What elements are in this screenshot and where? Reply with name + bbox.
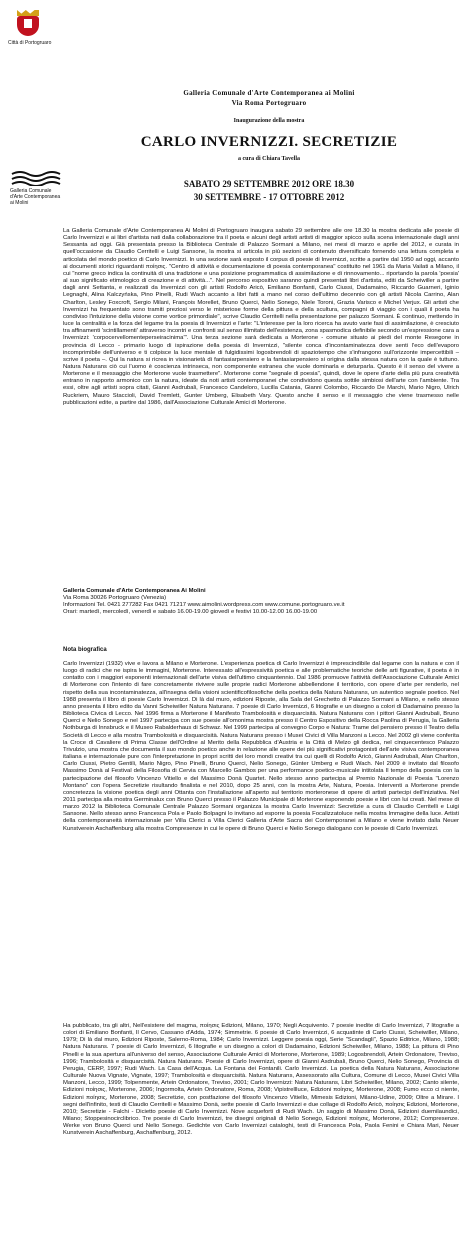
bio-text	[63, 661, 459, 833]
gallery-logo	[10, 170, 70, 206]
exhibition-dates: SABATO 29 SETTEMBRE 2012 ORE 18.30 30 SETTEMBRE - 17 OTTOBRE 2012	[183, 179, 355, 202]
city-crest-icon	[17, 10, 39, 36]
main-paragraph: La Galleria Comunale d'Arte Contemporanea Ai Molini di Portogruaro inaugura sabato 29 settembre alle ore 18.30 la mostra dedicata alle poesie di Carlo Invernizzi e ai libri d'artista nati dalla collaborazione tra il poeta e alcuni degli artisti artisti di maggior spicco sulla scena internazionale dagli anni Sessanta ad oggi. Già presentata presso la Biblioteca Centrale di Palazzo Sormani a Milano, nei mesi di marzo e aprile del 2012, e curata in quell'occasione da Claudio Cerritelli e Luigi Sansone, la mostra si articola in più sezioni di contenuto diversificato fornendo una lettura completa e articolata del mondo poetico di Carlo Invernizzi. In una sezione sarà esposto il corpus di poesie di Invernizzi, scritte a partire dal 1950 ad oggi, accanto ai documenti storici riguardanti ποίησις. "Centro di attività e documentazione di poesia contemporanea" costituito nel 1961 da Maria Vailati a Milano, il cui "nome greco indica la continuità di una tradizione e una posizione programmatica di assimilazione e di rinnovamento... riportando la parola 'poesia' al suo significato etimologico di creazione e di attività...". Nel percorso espositivo saranno quindi presentati libri d'artista, editi da Scheiwiller a partire dagli anni Settanta, e realizzati da Invernizzi con gli artisti Rodolfo Aricò, Emiliano Bonfanti, Carlo Ciussi, Dadamaino, Riccardo Guarneri, Iginio Legnaghi, Alina Kalczyńska, Pino Pinelli, Rudi Wach accanto a libri fatti a mano nel corso dell'ultimo decennio con gli artisti Nicola Carrino, Alan Charlton, Lesley Foxcroft, Sergio Milani, François Morellet, Bruno Querci, Nelio Sonego, Niele Toroni, Grazia Varisco e Michel Verjux. Gli artisti che Invernizzi ha frequentato sono tramiti preziosi verso le misteriose forme della pittura e della scultura, compagni di viaggio con i quali il poeta ha condiviso l'intuizione della visione come vortice primordiale", scrive Claudio Cerritelli nella presentazione per palazzo Sormani. È continuo, mettendo in luce la centralità e la forza del legame tra la poesia di Invernizzi e l'arte: "L'interesse per la loro ricerca ha avuto varie fasi di assimilazione, è cresciuto tra affinamenti 'scintillamenti' attraverso incontri e confronti sul senso illimitato dell'esistenza, zona spasmodica definibile secondo un'espressione cara a Invernizzi: 'corpocervellomenteperseiracinima'". Una terza sezione sarà dedicata a Morterone - comune situato ai piedi del monte Resegone in provincia di Lecco - primario luogo di ispirazione della poesia di Invernizzi, "silente conca d'incontaminatezza dove senti l'eco dell'evaporo incomprimibile dell'universo e ti colpisce la luce mentale di fulgidissimi logosbrendoli di spaziotempo che s'infrangono sull'orizzonte impercettibili – scrive il poeta –. Qui la natura si ricrea in visionarietà di fantasiarpensiero e la fantasiarpensiero si origina dalla stessa natura con la quale è tuttuno. Natura Naturans ciò cui l'uomo è coscienza intrinseca, non componente estranea che vuole dominarla e deturparla. Questo è il senso del vivere a Morterone e il messaggio che Morterone vuole trasmettere". Morterone come "segnale di poesia", quindi, dove le opere d'arte della più pura creatività entrano in rapporto armonico con la natura, ideate da noti artisti contemporanei che condividono questa sottile simbiosi dell'arte con l'ambiente. Tra essi, oltre agli artisti sopra citati, Gianni Asdrubali, Francesco Candeloro, Lucilla Catania, Gianni Colombo, Riccardo De Marchi, Mario Nigro, Ulrich Ruckriem, Mauro Staccioli, David Tremlett, Gunter Umberg, Elisabeth Vary. Questo anche il senso e il messaggio che viene trasmesso nelle pubblicazioni edite, a partire dal 1986, dall'Associazione Culturale Amici di Morterone.	[63, 228, 459, 406]
publications-text	[63, 1023, 459, 1138]
gallery-info	[63, 588, 459, 617]
bio-paragraph: Carlo Invernizzi (1932) vive e lavora a Milano e Morterone. L'esperienza poetica di Carlo Invernizzi è imprescindibile dal legame con la natura e con il luogo di radici che ne ispira le immagini, Morterone. Interessato all'espressività poetica e alle problematiche teoriche delle arti figurative, il poeta è in contatto con i maggiori esponenti internazionali dell'arte visiva dell'ultimo cinquantennio. Dal 1986 promuove l'attività dell'Associazione Culturale Amici di Morterone con l'intento di fare concretamente rivivere sulle proprie radici Morterone abbellendone il territorio, con opere d'arte per renderlo, nel rispetto della sua incontaminatezza, all'insegna della visioni scientificofilosofiche della poetica della Natura Naturans, un autentico segnale poetico. Nel 1988 presenta il libro di poesie Carlo Invernizzi. Di là dal muro, edizioni Riposte, alla Sala del Grechetto di Palazzo Sormani a Milano, e nello stesso anno presenta il libro edito da Vanni Scheiwiller Natura Naturans. 7 poesie di Carlo Invernizzi, 6 litografie e un disegno a colori di Dadamaino presso la Biblioteca Civica di Lecco. Nel 1996 firma a Morterone il Manifesto Trambolosità e disquarcisità. Natura Naturans con i pittori Gianni Asdrubali, Bruno Querci e Nelio Sonego e nel 1997 partecipa con sue poesie all'omonima mostra presso il Centro Espositivo della Rocca Paolina di Perugia, la Galleria Nothburga di Innsbruck e il Museo Rabalderhaus di Schwaz. Nel 1999 partecipa al convegno Corpo e Natura: Trame del pensiero presso il Teatro della Società di Lecco e alla mostra Trambolosità e disquarcisità. Natura Naturans presso i Musei Civici di Villa Manzoni a Lecco. Nel 2002 gli viene conferita la Croce di Cavaliere di Prima Classe dell'Ordine al Merito della Repubblica d'Austria e la Città di Melzo gli dedica, nel cinquecentesco Palazzo Trivulzio, una mostra che documenta il suo mondo poetico anche in relazione alle opere dei più significativi protagonisti dell'arte visiva contemporanea italiana e internazionale pure con l'interpretazione in propri scritti dei loro mondi creativi tra cui quelli di Rodolfo Aricò, Gianni Asdrubali, Alan Charlton, Carlo Ciussi, Pietro Gentili, Mario Nigro, Pino Pinelli, Bruno Querci, Nelio Sonego, Günter Umberg e Rudi Wach. Nel 2009 è invitato dal filosofo Massimo Donà al Festival della Filosofia di Cervia con Marcello Gambos per una performance poetico-musicale intitolata Il tempo della poesia con la partecipazione del filosofo Vincenzo Vitiello e del Massimo Donà Quartet. Nello stesso anno partecipa al Premio Nazionale di Poesia "Lorenzo Montano" con l'opera Secretizie risultando finalista e nel 2010, dopo 25 anni, con la mostra Arte, Natura, Poesia. Interventi a Morterone prende concretezza la visione poetica degli anni Ottanta con l'installazione all'aperto sul territorio morteronese di opere di artisti partecipi dell'iniziativa. Nel 2011 partecipa alla mostra Germinalux con Bruno Querci presso il Palazzo Municipale di Morterone esponendo poesie e libri con lui creati. Nel mese di marzo 2012 la Biblioteca Comunale Centrale Palazzo Sormani organizza la mostra Carlo Invernizzi: Secretizie a cura di Claudio Cerritelli e Luigi Sansone. Nello stesso anno Francesca Pola e Paolo Bolpagni lo invitano ad esporre la poesia Focalizzatoluce nella mostra Immagine della luce. Artisti della contemporaneità internazionale per Villa Clerici a Villa Clerici Galleria d'Arte Sacra dei Contemporanei a Milano e viene invitato dalla Neuer Kunstverein Aschaffenburg alla mostra Compresenze in cui le opere di Bruno Querci e Nelio Sonego dialogano con le poesie di Carlo Invernizzi.	[63, 661, 459, 832]
gallery-waves-icon	[10, 170, 70, 186]
gallery-heading: Galleria Comunale d'Arte Contemporanea ai Molini Via Roma Portogruaro	[183, 89, 355, 107]
gallery-hours: Orari: martedì, mercoledì, venerdì e sabato 16.00-19.00 giovedì e festivi 10.00-12.00 16.00-19.00	[63, 609, 318, 616]
inauguration-label: Inaugurazione della mostra	[233, 118, 305, 124]
publications-paragraph: Ha pubblicato, tra gli altri, Nell'esistere del magma, ποίησις Edizioni, Milano, 1970; Negli Acquivento. 7 poesie inedite di Carlo Invernizzi, 7 litografie a colori di Emiliano Bonfanti, Il Cervo, Cassano d'Adda, 1974; Simmetrie. 6 poesie di Carlo Invernizzi, 6 acquatinte di Carlo Ciussi, Scheiwiller, Milano, 1979; Di là dal muro, Edizioni Riposte, Salerno-Roma, 1984; Carlo Invernizzi. Leggere poesia oggi, Serie "Scandagli", Spazio Editrice, Milano, 1988; Natura Naturans. 7 poesie di Carlo Invernizzi, 6 litografie e un disegno a colori di Dadamaino, Edizioni Scheiwiller, Milano, 1988; La pittura di Pino Pinelli e la sua apertura all'universo del senso, Associazione Culturale Amici di Morterone, Morterone, 1989; Logosbrendoli, Artein Ordonatore, Treviso, 1996; Trambolosità e disquarcisità. Natura Naturans. Poesie di Carlo Invernizzi, opere di Gianni Asdrubali, Bruno Querci, Nelio Sonego, Provincia di Perugia, CERP, 1997; Rudi Wach. La Casa dell'Acqua. La Fontana dei Fontanili. Carlo Invernizzi. La poetica della Natura Naturans, Associazione Culturale Nuova Vignate, Vignate, 1997; Trambolosità e disquarcisità. Natura Naturans, Assessorato alla Cultura, Comune di Lecco, Musei Civici Villa Manzoni, Lecco, 1999; Tolpenmente, Artein Ordonatore, Treviso, 2001; Carlo Invernizzi: Natura Naturans, Libri Scheiwiller, Milano, 2002; Canto silente, Edizioni ποίησις, Morterone, 2006; Ingormolta, Artein Ordonatore, Roma, 2008; Vipistrellluce, Edizioni ποίησις, Morterone, 2008; Fumo ecco ci niente, Edizioni ποίησις, Morterone, 2008; Secretizie, con postfazione del filosofo Vincenzo Vitiello, Mimesis Edizioni, Milano-Udine, 2009; Oltre a Mirare. I segni dell'infinito, testi di Claudio Cerritelli e Massimo Donà, sette poesie di Carlo Invernizzi e due collage di Rodolfo Aricò, ποίησις Edizioni, Morterone, 2010; Secretizie - Falchi - Dicietto poesie di Carlo Invernizzi. Nove acqueforti di Rudi Wach. Un saggio di Massimo Donà, Edizioni duemilaundici, Milano; Stoppesinocirclibrico. Tre poesie di Carlo Invernizzi, tre disegni originali di Nelio Sonego, Edizioni ποίησις, Morterone, 2012; Compresenze. Werke von Bruno Querci und Nelio Sonego. Gedichte von Carlo Invernizzi cataloghi, testi di Francesca Pola, Paola Fenini e Chiara Mari, Neuer Kunstverein Aschaffenburg, Aschaffenburg, 2012.	[63, 1023, 459, 1137]
city-label: Città di Portogruaro	[8, 40, 52, 46]
bio-title: Nota biografica	[63, 647, 107, 653]
gallery-name: Galleria Comunale d'Arte Contemporanea Ai Molini	[63, 588, 206, 594]
curator-label: a cura di Chiara Tavella	[237, 156, 300, 162]
gallery-address: Via Roma 30026 Portogruaro (Venezia)	[63, 595, 167, 602]
exhibition-title: CARLO INVERNIZZI. SECRETIZIE	[140, 134, 398, 150]
gallery-logo-name: Galleria Comunale d'Arte Contemporanea ai Molini	[10, 188, 61, 206]
city-logo	[8, 10, 52, 46]
gallery-contacts: Informazioni Tel. 0421 277282 Fax 0421 71217 www.aimolini.wordpress.com www.comune.portogruaro.ve.it	[63, 602, 345, 609]
main-text	[63, 228, 459, 407]
